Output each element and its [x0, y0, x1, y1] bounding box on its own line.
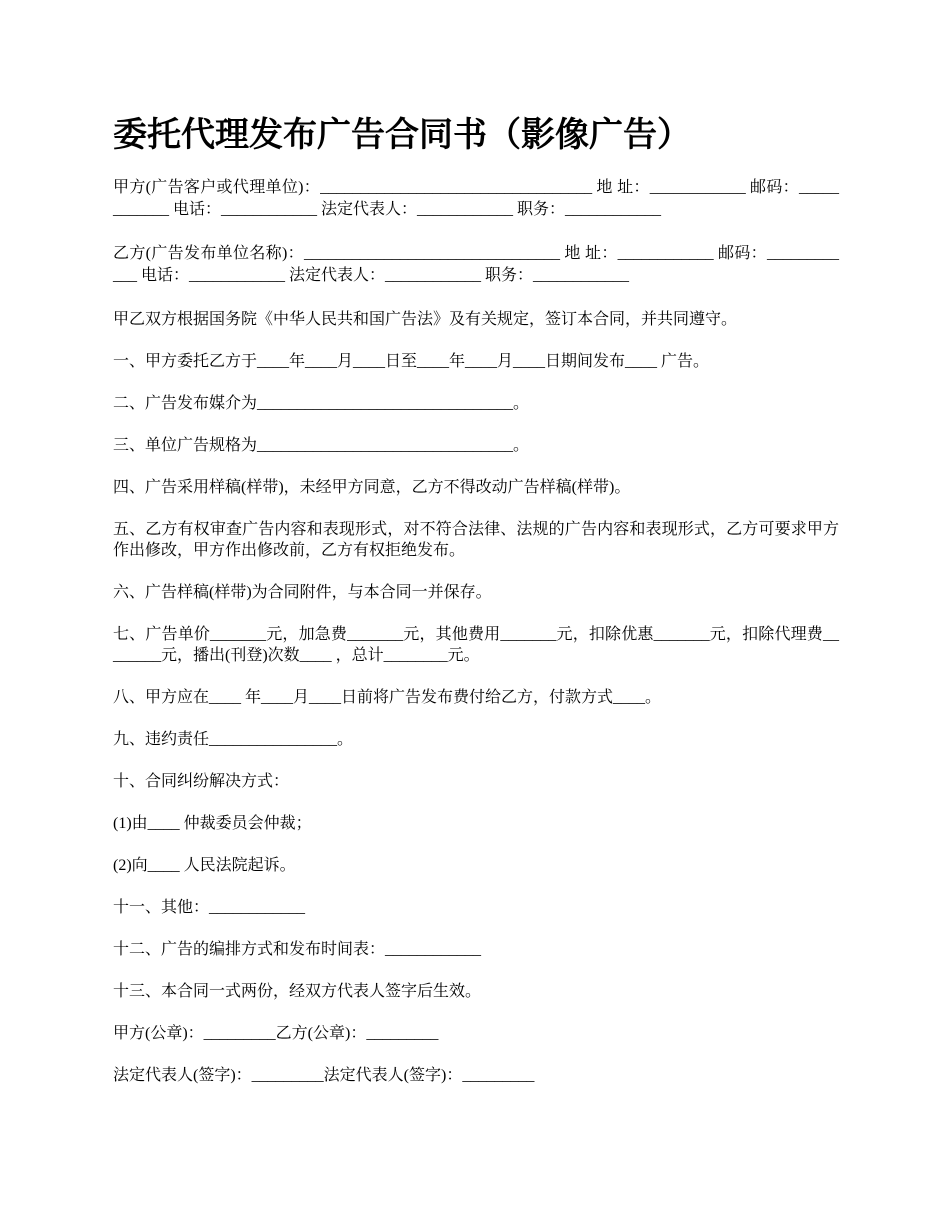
clause-2-media: 二、广告发布媒介为________________________________。 — [113, 395, 530, 412]
clause-9-liability: 九、违约责任________________。 — [113, 731, 354, 748]
clause-11-other: 十一、其他：____________ — [113, 899, 306, 916]
dispute-option-arbitration: (1)由____ 仲裁委员会仲裁； — [113, 815, 312, 832]
clause-5-review: 五、乙方有权审查广告内容和表现形式，对不符合法律、法规的广告内容和表现形式，乙方可要求甲方作出修改，甲方作出修改前，乙方有权拒绝发布。 — [113, 521, 839, 559]
clause-4-sample: 四、广告采用样稿(样带)，未经甲方同意，乙方不得改动广告样稿(样带)。 — [113, 479, 631, 496]
clause-10-dispute: 十、合同纠纷解决方式： — [113, 773, 290, 790]
contract-document — [113, 110, 839, 1107]
signature-line: 法定代表人(签字)：_________法定代表人(签字)：_________ — [113, 1067, 535, 1084]
clause-1-publish-period: 一、甲方委托乙方于____年____月____日至____年____月____日期间发布____ 广告。 — [113, 353, 710, 370]
document-title: 委托代理发布广告合同书（影像广告） — [113, 115, 691, 155]
clause-8-payment: 八、甲方应在____ 年____月____日前将广告发布费付给乙方，付款方式____。 — [113, 689, 662, 706]
seal-line: 甲方(公章)：_________乙方(公章)：_________ — [113, 1025, 439, 1042]
clause-7-pricing: 七、广告单价_______元，加急费_______元，其他费用_______元，扣除优惠_______元，扣除代理费________元，播出(刊登)次数____ ，总计________元。 — [113, 626, 839, 664]
clause-3-spec: 三、单位广告规格为________________________________。 — [113, 437, 530, 454]
party-b-info: 乙方(广告发布单位名称)：________________________________ 地 址：____________ 邮码：____________ 电话：____________ 法定代表人：____________ 职务：____________ — [113, 245, 839, 284]
preamble: 甲乙双方根据国务院《中华人民共和国广告法》及有关规定，签订本合同，并共同遵守。 — [113, 311, 738, 328]
clause-6-attachment: 六、广告样稿(样带)为合同附件，与本合同一并保存。 — [113, 584, 492, 601]
clause-13-effective: 十三、本合同一式两份，经双方代表人签字后生效。 — [113, 983, 482, 1000]
party-a-info: 甲方(广告客户或代理单位)：__________________________________ 地 址：____________ 邮码：____________ 电话：____________ 法定代表人：____________ 职务：____________ — [113, 179, 839, 218]
dispute-option-court: (2)向____ 人民法院起诉。 — [113, 857, 296, 874]
clause-12-schedule: 十二、广告的编排方式和发布时间表：____________ — [113, 941, 482, 958]
